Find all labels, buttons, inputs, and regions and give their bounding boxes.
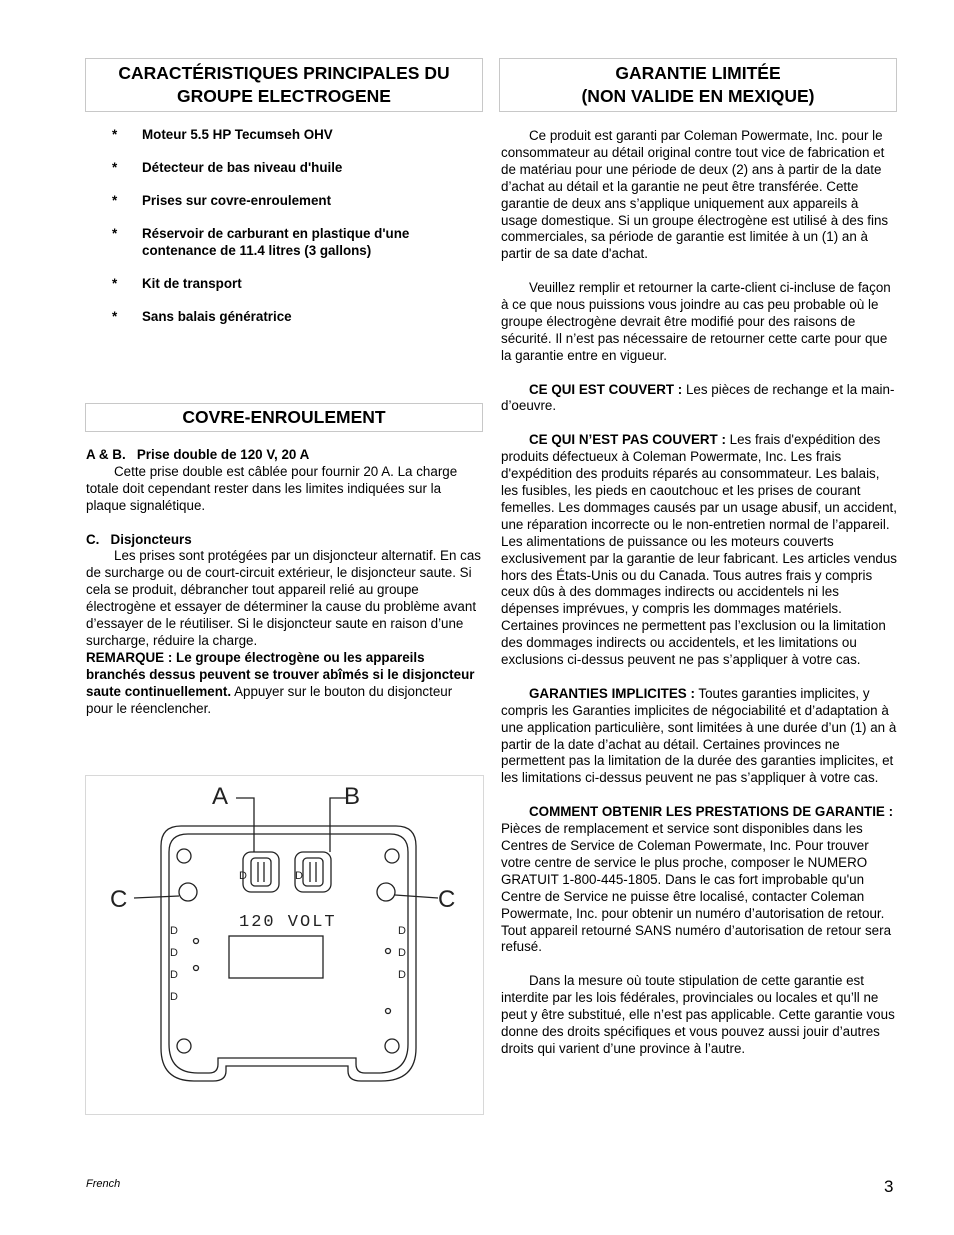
feature-text: Détecteur de bas niveau d'huile — [142, 160, 343, 175]
warranty-paragraph-1 — [501, 128, 897, 263]
warranty-text-2: Veuillez remplir et retourner la carte-client ci-incluse de façon à ce que nous puissions vous joindre au cas peu probable où le groupe électrogène devrait être modifié pour des raisons de sécurité. Il n’est pas nécessaire de retourner cette carte pour que la garantie entre en vigueur. — [501, 280, 891, 363]
final-paragraph — [501, 973, 897, 1058]
outlet-marker-b: D — [295, 870, 303, 882]
warranty-title-line1: GARANTIE LIMITÉE — [615, 63, 781, 83]
bullet: * — [112, 276, 118, 291]
panel-illustration — [86, 776, 483, 1114]
list-item — [112, 225, 482, 259]
bullet: * — [112, 193, 118, 208]
warranty-paragraph-2 — [501, 280, 897, 365]
covered-paragraph — [501, 382, 897, 416]
service-label: COMMENT OBTENIR LES PRESTATIONS DE GARANTIE : — [529, 804, 894, 820]
feature-text: Sans balais génératrice — [142, 309, 292, 324]
implied-label: GARANTIES IMPLICITES : — [529, 685, 695, 701]
side-marker: D — [398, 947, 406, 959]
ab-text: Cette prise double est câblée pour fournir 20 A. La charge totale doit cependant rester dans les limites indiquées sur la plaque signalétique. — [86, 463, 458, 513]
bullet: * — [112, 127, 118, 142]
outlet-marker-a: D — [239, 870, 247, 882]
cover-title: COVRE-ENROULEMENT — [182, 407, 386, 427]
c-text: Les prises sont protégées par un disjoncteur alternatif. En cas de surcharge ou de court-circuit extérieur, le disjoncteur saute. Si cela se produit, débrancher tout appareil relié au groupe électrogène et essayer de déterminer la cause du problème avant d’essayer de le réutiliser. Si le disjoncteur saute en raison d’une surcharge, réduire la charge. — [86, 548, 481, 648]
feature-text: Réservoir de carburant en plastique d'une contenance de 11.4 litres (3 gallons) — [142, 226, 410, 258]
remark-paragraph — [86, 650, 482, 718]
side-marker: D — [398, 969, 406, 981]
warranty-title-line2: (NON VALIDE EN MEXIQUE) — [581, 86, 815, 106]
feature-text: Moteur 5.5 HP Tecumseh OHV — [142, 127, 333, 142]
feature-text: Kit de transport — [142, 276, 242, 291]
list-item — [112, 192, 482, 209]
warranty-body — [501, 128, 901, 1075]
features-list — [112, 126, 482, 341]
implied-text: Toutes garanties implicites, y compris les Garanties implicites de négociabilité et d’adaptation à une application particulière, sont limitées à une durée d’un (1) an à partir de la date d’achat au détail. Certaines provinces ne permettent pas la limitation de la durée des garanties implicites, et les limitations ci-dessus peuvent ne pas s’appliquer à votre cas. — [501, 685, 897, 786]
service-paragraph — [501, 804, 901, 956]
side-marker: D — [170, 991, 178, 1003]
not-covered-paragraph — [501, 432, 897, 669]
list-item — [112, 159, 482, 176]
outlet-panel-diagram — [85, 775, 484, 1115]
page-number: 3 — [884, 1177, 894, 1196]
features-title-line2: GROUPE ELECTROGENE — [177, 86, 391, 106]
label-a: A — [212, 783, 229, 810]
features-title-box — [85, 58, 483, 112]
remark-text: Appuyer sur le bouton du disjoncteur pour le réenclencher. — [86, 683, 453, 716]
ab-heading: A & B. Prise double de 120 V, 20 A — [86, 447, 310, 462]
list-item — [112, 126, 482, 143]
label-c-right: C — [438, 886, 456, 913]
side-marker: D — [398, 925, 406, 937]
features-title-line1: CARACTÉRISTIQUES PRINCIPALES DU — [118, 63, 450, 83]
label-b: B — [344, 783, 361, 810]
side-marker: D — [170, 925, 178, 937]
implied-paragraph — [501, 686, 897, 787]
bullet: * — [112, 226, 118, 241]
side-marker: D — [170, 969, 178, 981]
service-text: Pièces de remplacement et service sont disponibles dans les Centres de Service de Coleman Powermate, Inc. Pour trouver votre centre de service le plus proche, composer le NUMERO GRATUIT 1-800-445-1805. Dans le cas fort improbable qu'un Centre de Service ne puisse être localisé, contacter Coleman Powermate, Inc. pour obtenir un numéro d’autorisation de retour. Tout appareil retourné SANS numéro d’autorisation de retour sera refusé. — [501, 804, 901, 955]
warranty-title-box — [499, 58, 897, 112]
cover-title-box — [85, 403, 483, 432]
cover-body — [86, 447, 482, 734]
not-covered-label: CE QUI N’EST PAS COUVERT : — [529, 432, 726, 448]
not-covered-text: Les frais d'expédition des produits défectueux à Coleman Powermate, Inc. Les frais d'expédition des produits réparés au consommateur. Les balais, les fusibles, les pieds en caoutchouc et les prises de courant femelles. Les dommages causés par un usage abusif, un accident, une réparation incorrecte ou le non-entretien normal de l’appareil. Les alimentations de puissance ou les moteurs couverts exclusivement par la garantie de leur fabricant. Les articles vendus hors des États-Unis ou du Canada. Tous autres frais y compris ceux dûs à des dommages indirects ou accidentels ni les dépenses imprévues, y compris les dommages matériels. Certaines provinces ne permettent pas l’exclusion ou la limitation des dommages indirects ou accidentels, et les limitations ou exclusions ci-dessus peuvent ne pas s’appliquer à votre cas. — [501, 432, 897, 668]
side-marker: D — [170, 947, 178, 959]
covered-text: Les pièces de rechange et la main-d’oeuvre. — [501, 381, 895, 414]
list-item — [112, 275, 482, 292]
ab-paragraph — [86, 464, 482, 515]
covered-label: CE QUI EST COUVERT : — [529, 381, 683, 397]
label-c-left: C — [110, 886, 128, 913]
warranty-text-1: Ce produit est garanti par Coleman Powermate, Inc. pour le consommateur au détail original contre tout vice de fabrication et de matériau pour une période de deux (2) ans à partir de la date d’achat au détail et la garantie ne peut être transférée. Cette garantie de deux ans s’applique uniquement aux appareils à usage domestique. Si un groupe électrogène est utilisé à des fins commerciales, sa période de garantie est limitée à un (1) an à partir de sa date d'achat. — [501, 128, 889, 262]
feature-text: Prises sur covre-enroulement — [142, 193, 332, 208]
bullet: * — [112, 309, 118, 324]
final-text: Dans la mesure où toute stipulation de cette garantie est interdite par les lois fédérales, provinciales ou locales et qu’ll ne peut y être substitué, elle n’est pas applicable. Cette garantie vous donne des droits spécifiques et vous pouvez aussi jouir d’autres droits qui varient d’une province à l’autre. — [501, 973, 895, 1056]
footer-language: French — [86, 1178, 121, 1190]
c-heading: C. Disjoncteurs — [86, 531, 192, 547]
remark-bold: REMARQUE : Le groupe électrogène ou les appareils branchés dessus peuvent se trouver abîmés si le disjoncteur saute continuellement. — [86, 649, 475, 699]
panel-voltage-text: 120 VOLT — [239, 913, 337, 932]
list-item — [112, 308, 482, 325]
c-paragraph — [86, 548, 482, 649]
bullet: * — [112, 160, 118, 175]
